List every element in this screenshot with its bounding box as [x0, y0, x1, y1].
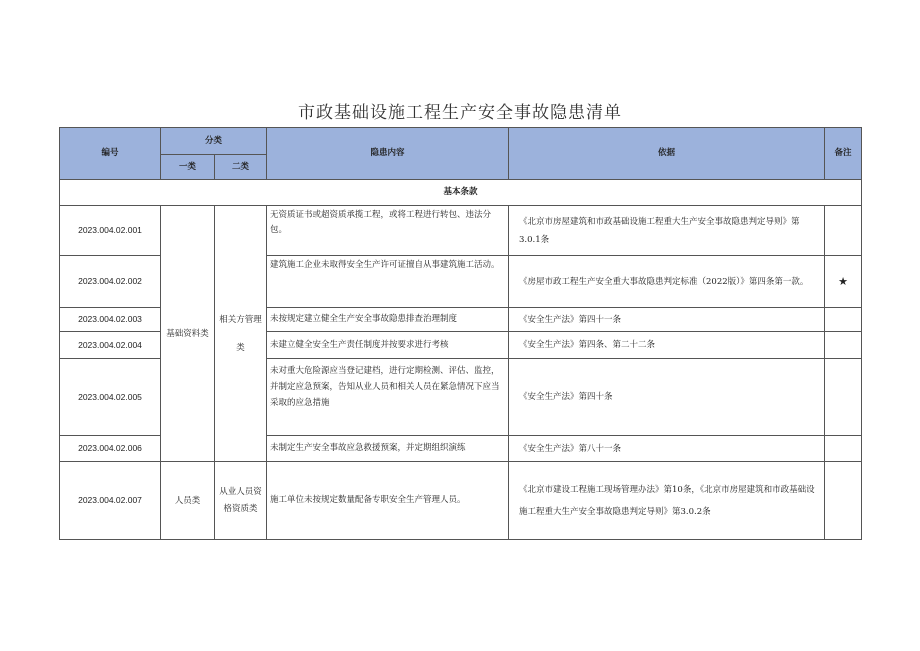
row-remark	[825, 308, 862, 332]
row-remark	[825, 359, 862, 436]
row-code: 2023.004.02.001	[60, 206, 161, 256]
header-cat2: 二类	[215, 155, 267, 180]
header-hazard: 隐患内容	[267, 128, 509, 180]
row-code: 2023.004.02.006	[60, 436, 161, 462]
row-remark	[825, 332, 862, 359]
table-row	[60, 206, 862, 256]
row-basis: 《安全生产法》第四条、第二十二条	[509, 332, 825, 359]
row-remark	[825, 206, 862, 256]
row-basis: 《安全生产法》第八十一条	[509, 436, 825, 462]
header-code: 编号	[60, 128, 161, 180]
category-2: 相关方管理类	[215, 206, 267, 462]
category-2: 从业人员资格资质类	[215, 462, 267, 540]
row-basis: 《北京市房屋建筑和市政基础设施工程重大生产安全事故隐患判定导则》第3.0.1条	[509, 206, 825, 256]
row-basis: 《北京市建设工程施工现场管理办法》第10条，《北京市房屋建筑和市政基础设施工程重大生产安全事故隐患判定导则》第3.0.2条	[509, 462, 825, 540]
category-1: 基础资料类	[161, 206, 215, 462]
row-remark	[825, 436, 862, 462]
row-basis: 《房屋市政工程生产安全重大事故隐患判定标准（2022版）》第四条第一款。	[509, 256, 825, 308]
section-row	[60, 180, 862, 206]
header-remark: 备注	[825, 128, 862, 180]
row-hazard: 未制定生产安全事故应急救援预案，并定期组织演练	[267, 436, 509, 462]
row-hazard: 无资质证书或超资质承揽工程，或将工程进行转包、违法分包。	[267, 206, 509, 256]
row-basis: 《安全生产法》第四十一条	[509, 308, 825, 332]
row-remark	[825, 462, 862, 540]
row-code: 2023.004.02.004	[60, 332, 161, 359]
header-category: 分类	[161, 128, 267, 155]
section-label: 基本条款	[60, 180, 862, 206]
row-remark: ★	[825, 256, 862, 308]
hazard-table	[59, 127, 862, 540]
row-code: 2023.004.02.002	[60, 256, 161, 308]
header-basis: 依据	[509, 128, 825, 180]
table-row	[60, 462, 862, 540]
row-hazard: 未对重大危险源应当登记建档，进行定期检测、评估、监控，并制定应急预案，告知从业人员和相关人员在紧急情况下应当采取的应急措施	[267, 359, 509, 436]
row-hazard: 建筑施工企业未取得安全生产许可证擅自从事建筑施工活动。	[267, 256, 509, 308]
row-hazard: 施工单位未按规定数量配备专职安全生产管理人员。	[267, 462, 509, 540]
header-cat1: 一类	[161, 155, 215, 180]
page-title: 市政基础设施工程生产安全事故隐患清单	[298, 103, 622, 123]
category-1: 人员类	[161, 462, 215, 540]
row-code: 2023.004.02.005	[60, 359, 161, 436]
row-code: 2023.004.02.003	[60, 308, 161, 332]
row-basis: 《安全生产法》第四十条	[509, 359, 825, 436]
row-hazard: 未按规定建立健全生产安全事故隐患排查治理制度	[267, 308, 509, 332]
row-code: 2023.004.02.007	[60, 462, 161, 540]
header-row-1	[60, 128, 862, 155]
row-hazard: 未建立健全安全生产责任制度并按要求进行考核	[267, 332, 509, 359]
